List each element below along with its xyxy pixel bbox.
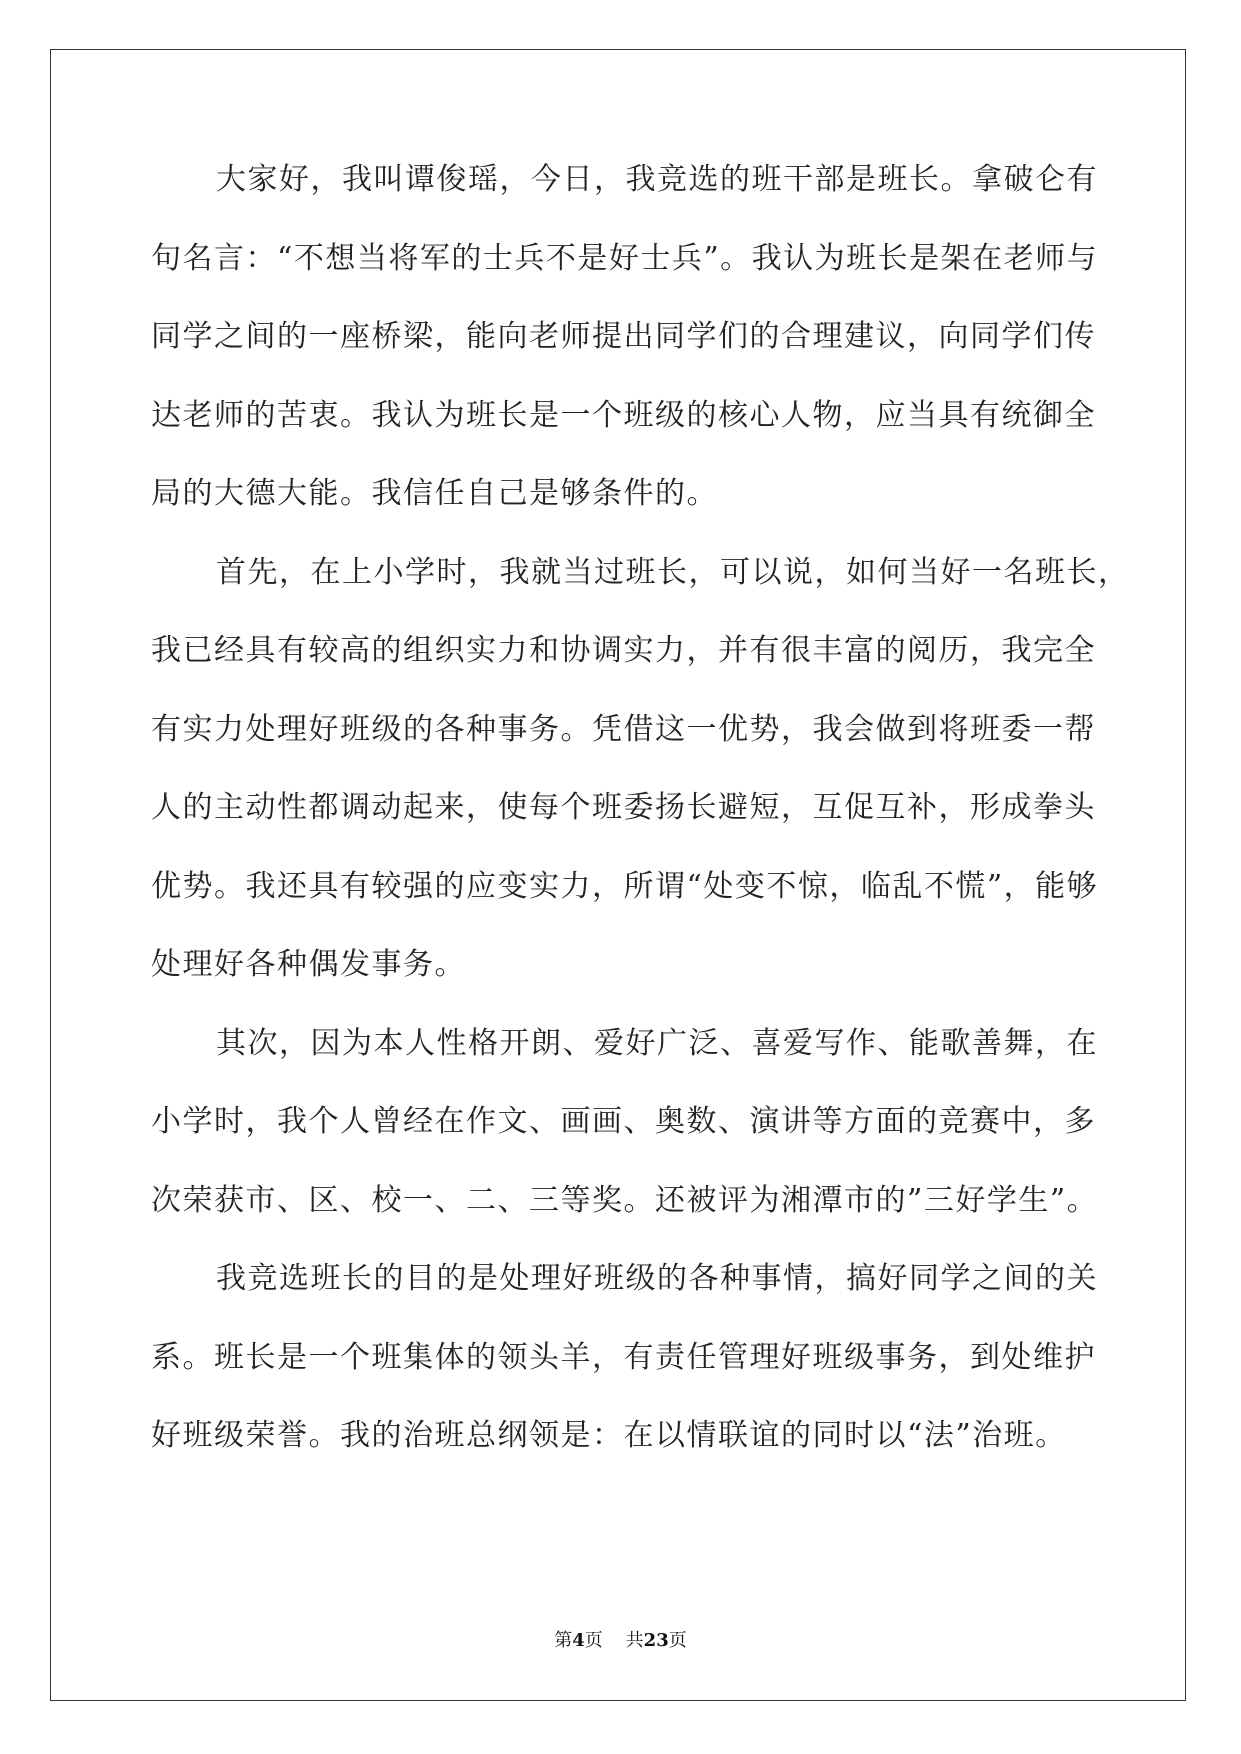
text-line: 小学时，我个人曾经在作文、画画、奥数、演讲等方面的竞赛中，多	[151, 1104, 1096, 1139]
text-line: 句名言：“不想当将军的士兵不是好士兵”。我认为班长是架在老师与	[151, 240, 1099, 276]
total-unit: 页	[668, 1630, 687, 1651]
text-line: 局的大德大能。我信任自己是够条件的。	[151, 476, 718, 511]
text-line: 达老师的苦衷。我认为班长是一个班级的核心人物，应当具有统御全	[151, 397, 1096, 433]
text-line: 我竞选班长的目的是处理好班级的各种事情，搞好同学之间的关	[216, 1261, 1098, 1296]
text-line: 好班级荣誉。我的治班总纲领是：在以情联谊的同时以“法”治班。	[151, 1418, 1067, 1453]
total-pages: 23	[643, 1630, 669, 1651]
page-number: 4	[572, 1630, 585, 1651]
page-unit: 页	[584, 1630, 603, 1651]
text-line: 人的主动性都调动起来，使每个班委扬长避短，互促互补，形成拳头	[151, 790, 1096, 825]
text-line: 优势。我还具有较强的应变实力，所谓“处变不惊，临乱不慌”，能够	[151, 868, 1099, 904]
text-line: 次荣获市、区、校一、二、三等奖。还被评为湘潭市的”三好学生”。	[151, 1182, 1099, 1218]
page-prefix: 第	[554, 1630, 573, 1651]
text-line: 我已经具有较高的组织实力和协调实力，并有很丰富的阅历，我完全	[151, 633, 1096, 668]
text-line: 同学之间的一座桥梁，能向老师提出同学们的合理建议，向同学们传	[151, 319, 1096, 354]
document-body	[151, 160, 1130, 1495]
page-footer	[0, 1626, 1241, 1652]
text-line: 有实力处理好班级的各种事务。凭借这一优势，我会做到将班委一帮	[151, 711, 1096, 747]
text-line: 首先，在上小学时，我就当过班长，可以说，如何当好一名班长，	[216, 554, 1130, 590]
text-line: 大家好，我叫谭俊瑶，今日，我竞选的班干部是班长。拿破仑有	[216, 162, 1098, 197]
total-prefix: 共	[625, 1630, 644, 1651]
text-line: 系。班长是一个班集体的领头羊，有责任管理好班级事务，到处维护	[151, 1339, 1096, 1375]
text-line: 处理好各种偶发事务。	[151, 947, 466, 982]
text-line: 其次，因为本人性格开朗、爱好广泛、喜爱写作、能歌善舞，在	[216, 1025, 1098, 1061]
